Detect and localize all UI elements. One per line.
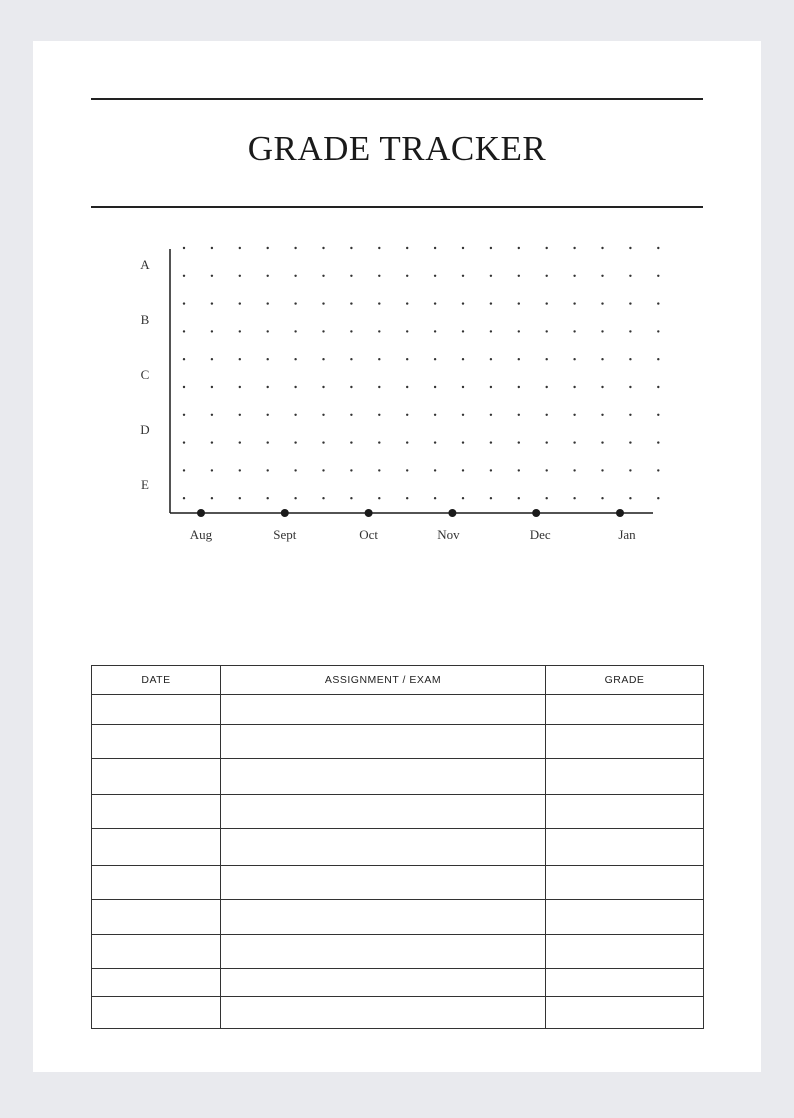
grid-dot [573, 330, 575, 332]
grid-dot [322, 469, 324, 471]
grid-dot [267, 302, 269, 304]
grade-cell[interactable] [546, 969, 704, 997]
grid-dot [573, 386, 575, 388]
grid-dot [267, 247, 269, 249]
grid-dot [546, 386, 548, 388]
grid-dot [267, 330, 269, 332]
grid-dot [573, 497, 575, 499]
grid-dot [601, 358, 603, 360]
grid-dot [322, 302, 324, 304]
grid-dot [490, 497, 492, 499]
grid-dot [490, 358, 492, 360]
assignment-cell[interactable] [221, 795, 546, 829]
grid-dot [239, 358, 241, 360]
grid-dot [657, 330, 659, 332]
grid-dot [294, 386, 296, 388]
grid-dot [294, 275, 296, 277]
grid-dot [434, 386, 436, 388]
grid-dot [350, 247, 352, 249]
grid-dot [406, 330, 408, 332]
grid-dot [657, 386, 659, 388]
grid-dot [239, 414, 241, 416]
grid-dot [462, 358, 464, 360]
grid-dot [490, 386, 492, 388]
grid-dot [462, 497, 464, 499]
grid-dot [406, 302, 408, 304]
grid-dot [350, 358, 352, 360]
grid-dot [322, 386, 324, 388]
grid-dot [546, 302, 548, 304]
grid-dot [629, 469, 631, 471]
grid-dot [406, 441, 408, 443]
grid-dot [378, 441, 380, 443]
grid-dot [629, 275, 631, 277]
grid-dot [462, 414, 464, 416]
grid-dot [378, 414, 380, 416]
grid-dot [239, 330, 241, 332]
grid-dot [573, 302, 575, 304]
grid-dot [322, 497, 324, 499]
assignment-header: ASSIGNMENT / EXAM [221, 666, 546, 695]
grid-dot [183, 358, 185, 360]
grid-dot [267, 469, 269, 471]
grid-dot [183, 414, 185, 416]
grid-dot [546, 275, 548, 277]
grid-dot [629, 247, 631, 249]
grid-dot [657, 469, 659, 471]
grid-dot [239, 497, 241, 499]
table-row [92, 866, 704, 900]
grade-cell[interactable] [546, 829, 704, 866]
grid-dot [267, 275, 269, 277]
grid-dot [490, 414, 492, 416]
grid-dot [350, 469, 352, 471]
grid-dot [211, 358, 213, 360]
table-row [92, 900, 704, 935]
grid-dot [462, 275, 464, 277]
date-cell[interactable] [92, 725, 221, 759]
grid-dot [378, 330, 380, 332]
grid-dot [629, 386, 631, 388]
grid-dot [434, 441, 436, 443]
grid-dot [406, 497, 408, 499]
grid-dot [490, 302, 492, 304]
grid-dot [573, 469, 575, 471]
grade-cell[interactable] [546, 900, 704, 935]
dot-grid [183, 247, 660, 500]
grid-dot [211, 302, 213, 304]
grid-dot [573, 414, 575, 416]
grade-cell[interactable] [546, 759, 704, 795]
grid-dot [573, 358, 575, 360]
assignment-cell[interactable] [221, 866, 546, 900]
grid-dot [211, 469, 213, 471]
grid-dot [601, 247, 603, 249]
grid-dot [518, 302, 520, 304]
grid-dot [267, 441, 269, 443]
grid-dot [239, 302, 241, 304]
grid-dot [629, 497, 631, 499]
table-row [92, 725, 704, 759]
grid-dot [350, 386, 352, 388]
x-tick-marker [365, 509, 373, 517]
grid-dot [657, 414, 659, 416]
x-tick-marker [448, 509, 456, 517]
assignment-cell[interactable] [221, 725, 546, 759]
planner-sheet [33, 41, 761, 1072]
grid-dot [378, 386, 380, 388]
grid-dot [294, 330, 296, 332]
assignment-cell[interactable] [221, 695, 546, 725]
date-cell[interactable] [92, 866, 221, 900]
grid-dot [406, 275, 408, 277]
grid-dot [434, 302, 436, 304]
grid-dot [601, 469, 603, 471]
grid-dot [239, 247, 241, 249]
grid-dot [322, 358, 324, 360]
grid-dot [490, 247, 492, 249]
grid-dot [183, 302, 185, 304]
grid-dot [350, 441, 352, 443]
grid-dot [462, 247, 464, 249]
grid-dot [546, 441, 548, 443]
y-tick-label: A [140, 257, 150, 272]
date-cell[interactable] [92, 829, 221, 866]
grid-dot [378, 247, 380, 249]
grid-dot [546, 358, 548, 360]
y-axis-labels [140, 257, 150, 492]
grid-dot [601, 330, 603, 332]
y-tick-label: D [140, 422, 150, 437]
grid-dot [406, 414, 408, 416]
x-tick-label: Jan [618, 527, 636, 542]
grid-dot [490, 275, 492, 277]
grid-dot [629, 414, 631, 416]
grade-log-table [91, 665, 704, 1029]
grid-dot [518, 497, 520, 499]
grid-dot [211, 247, 213, 249]
grid-dot [294, 302, 296, 304]
grid-dot [211, 275, 213, 277]
grid-dot [518, 247, 520, 249]
date-cell[interactable] [92, 997, 221, 1029]
grid-dot [657, 441, 659, 443]
grid-dot [183, 275, 185, 277]
grid-dot [573, 275, 575, 277]
grid-dot [183, 386, 185, 388]
grid-dot [350, 414, 352, 416]
grid-dot [490, 469, 492, 471]
table-row [92, 795, 704, 829]
grid-dot [322, 330, 324, 332]
grid-dot [601, 497, 603, 499]
assignment-cell[interactable] [221, 997, 546, 1029]
grid-dot [183, 441, 185, 443]
assignment-cell[interactable] [221, 935, 546, 969]
grid-dot [183, 330, 185, 332]
grid-dot [462, 386, 464, 388]
assignment-cell[interactable] [221, 829, 546, 866]
table-row [92, 759, 704, 795]
grid-dot [573, 247, 575, 249]
grid-dot [267, 497, 269, 499]
assignment-cell[interactable] [221, 900, 546, 935]
grid-dot [378, 302, 380, 304]
grid-dot [322, 247, 324, 249]
grid-dot [406, 386, 408, 388]
grid-dot [350, 275, 352, 277]
grid-dot [322, 275, 324, 277]
grid-dot [462, 330, 464, 332]
grid-dot [378, 497, 380, 499]
grid-dot [434, 330, 436, 332]
table-row [92, 829, 704, 866]
grid-dot [490, 330, 492, 332]
grid-dot [406, 247, 408, 249]
grid-dot [294, 247, 296, 249]
grid-dot [294, 497, 296, 499]
grid-dot [462, 302, 464, 304]
grid-dot [629, 330, 631, 332]
grid-dot [518, 414, 520, 416]
grid-dot [601, 441, 603, 443]
grid-dot [601, 414, 603, 416]
x-tick-label: Dec [529, 527, 551, 542]
grid-dot [518, 386, 520, 388]
grid-dot [239, 386, 241, 388]
grid-dot [434, 275, 436, 277]
x-tick-marker [616, 509, 624, 517]
x-tick-marker [281, 509, 289, 517]
date-cell[interactable] [92, 695, 221, 725]
grid-dot [239, 275, 241, 277]
grid-dot [211, 414, 213, 416]
table-header-row [92, 666, 704, 695]
grid-dot [378, 469, 380, 471]
x-tick-label: Sept [273, 527, 297, 542]
grid-dot [378, 275, 380, 277]
grid-dot [350, 497, 352, 499]
grid-dot [601, 275, 603, 277]
grid-dot [406, 469, 408, 471]
grid-dot [239, 441, 241, 443]
grid-dot [211, 330, 213, 332]
date-cell[interactable] [92, 795, 221, 829]
x-tick-label: Nov [437, 527, 460, 542]
grid-dot [294, 358, 296, 360]
x-tick-marker [532, 509, 540, 517]
grid-dot [183, 497, 185, 499]
y-tick-label: E [141, 477, 149, 492]
assignment-cell[interactable] [221, 759, 546, 795]
grid-dot [518, 469, 520, 471]
grid-dot [601, 302, 603, 304]
page-title: GRADE TRACKER [247, 129, 547, 168]
grid-dot [518, 441, 520, 443]
grid-dot [239, 469, 241, 471]
grid-dot [322, 441, 324, 443]
grid-dot [434, 469, 436, 471]
grid-dot [573, 441, 575, 443]
grid-dot [518, 330, 520, 332]
grade-chart [33, 41, 761, 561]
grid-dot [406, 358, 408, 360]
grid-dot [434, 358, 436, 360]
grid-dot [629, 302, 631, 304]
grid-dot [211, 441, 213, 443]
grid-dot [657, 358, 659, 360]
x-axis-labels [190, 527, 636, 542]
grid-dot [211, 386, 213, 388]
grid-dot [518, 275, 520, 277]
y-tick-label: B [140, 312, 150, 327]
grid-dot [462, 441, 464, 443]
grid-dot [657, 247, 659, 249]
date-cell[interactable] [92, 935, 221, 969]
x-tick-label: Oct [359, 527, 378, 542]
grid-dot [267, 386, 269, 388]
x-tick-label: Aug [189, 527, 213, 542]
grid-dot [267, 358, 269, 360]
grade-cell[interactable] [546, 997, 704, 1029]
grid-dot [490, 441, 492, 443]
grid-dot [546, 414, 548, 416]
date-cell[interactable] [92, 969, 221, 997]
y-tick-label: C [140, 367, 150, 382]
grade-cell[interactable] [546, 866, 704, 900]
grid-dot [657, 497, 659, 499]
grid-dot [629, 441, 631, 443]
grid-dot [629, 358, 631, 360]
grid-dot [294, 441, 296, 443]
grid-dot [601, 386, 603, 388]
grid-dot [462, 469, 464, 471]
date-cell[interactable] [92, 759, 221, 795]
table-row [92, 935, 704, 969]
grid-dot [350, 302, 352, 304]
grid-dot [294, 469, 296, 471]
grade-cell[interactable] [546, 725, 704, 759]
grid-dot [294, 414, 296, 416]
grade-cell[interactable] [546, 695, 704, 725]
grid-dot [657, 302, 659, 304]
grade-cell[interactable] [546, 935, 704, 969]
table-row [92, 695, 704, 725]
grid-dot [546, 469, 548, 471]
x-tick-marker [197, 509, 205, 517]
grid-dot [322, 414, 324, 416]
grid-dot [434, 497, 436, 499]
grid-dot [183, 247, 185, 249]
table-row [92, 969, 704, 997]
assignment-cell[interactable] [221, 969, 546, 997]
grid-dot [350, 330, 352, 332]
grid-dot [211, 497, 213, 499]
grid-dot [267, 414, 269, 416]
grid-dot [546, 497, 548, 499]
grid-dot [546, 247, 548, 249]
grade-cell[interactable] [546, 795, 704, 829]
grid-dot [434, 247, 436, 249]
grid-dot [183, 469, 185, 471]
grade-header: GRADE [546, 666, 704, 695]
grid-dot [546, 330, 548, 332]
date-header: DATE [92, 666, 221, 695]
table-row [92, 997, 704, 1029]
grid-dot [378, 358, 380, 360]
grid-dot [434, 414, 436, 416]
date-cell[interactable] [92, 900, 221, 935]
grid-dot [657, 275, 659, 277]
grid-dot [518, 358, 520, 360]
